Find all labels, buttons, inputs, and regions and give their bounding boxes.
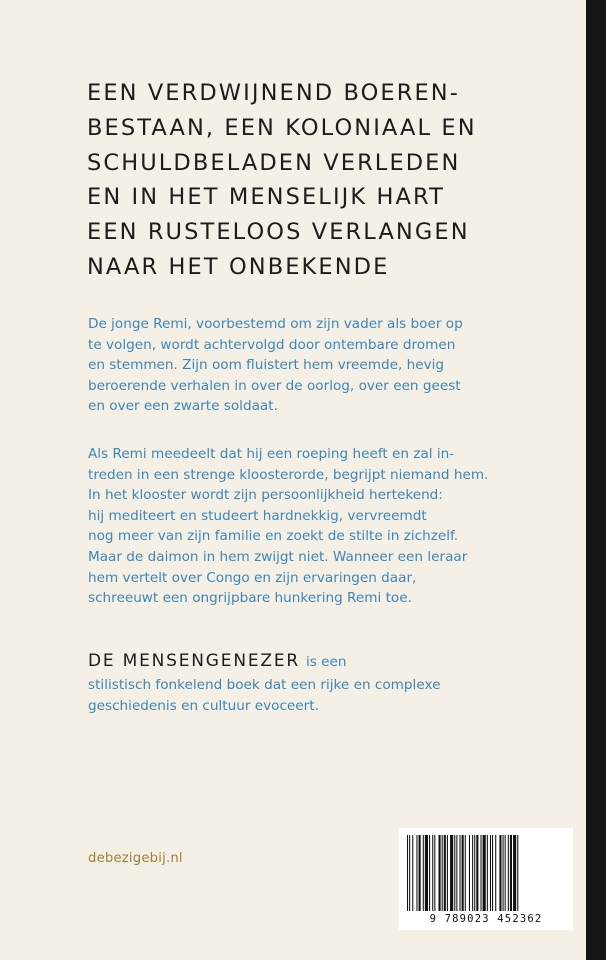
blurb-line: Maar de daimon in hem zwijgt niet. Wanneer een leraar [88, 548, 468, 565]
blurb-line: beroerende verhalen in over de oorlog, over een geest [88, 377, 461, 394]
closing-line: geschiedenis en cultuur evoceert. [88, 697, 319, 714]
closing-first-line [88, 648, 440, 675]
tagline-line: EEN VERDWIJNEND BOEREN- [87, 80, 460, 106]
blurb-line: Als Remi meedeelt dat hij een roeping heeft en zal in- [88, 446, 455, 462]
blurb-line: schreeuwt een ongrijpbare hunkering Remi toe. [88, 590, 412, 607]
blurb-line: nog meer van zijn familie en zoekt de stilte in zichzelf. [88, 528, 459, 545]
tagline-line: EN IN HET MENSELIJK HART [87, 184, 445, 211]
closing-line: stilistisch fonkelend boek dat een rijke en complexe [88, 677, 441, 693]
book-title: DE MENSENGENEZER [88, 651, 300, 671]
blurb-line: hij mediteert en studeert hardnekkig, vervreemdt [88, 507, 427, 524]
blurb-line: en stemmen. Zijn oom fluistert hem vreemde, hevig [88, 357, 445, 374]
closing-paragraph [88, 648, 440, 716]
blurb-line: hem vertelt over Congo en zijn ervaringen daar, [88, 569, 417, 586]
blurb-line: In het klooster wordt zijn persoonlijkheid hertekend: [88, 487, 443, 504]
tagline-line: SCHULDBELADEN VERLEDEN [87, 149, 461, 176]
blurb-line: te volgen, wordt achtervolgd door ontembare dromen [88, 336, 456, 353]
tagline-line: EEN RUSTELOOS VERLANGEN [87, 219, 470, 246]
tagline [87, 76, 557, 285]
isbn-number: 9 789023 452362 [429, 913, 543, 925]
blurb-line: treden in een strenge kloosterorde, begrijpt niemand hem. [88, 466, 489, 483]
closing-first-line-rest: is een [305, 654, 347, 670]
book-spine [586, 0, 606, 960]
blurb-paragraph-2 [88, 444, 488, 609]
barcode [399, 828, 573, 930]
blurb-line: De jonge Remi, voorbestemd om zijn vader als boer op [88, 316, 463, 332]
tagline-line: BESTAAN, EEN KOLONIAAL EN [87, 114, 477, 141]
blurb-line: en over een zwarte soldaat. [88, 398, 278, 415]
publisher-website: debezigebij.nl [88, 851, 183, 866]
barcode-bars [407, 835, 565, 911]
blurb-paragraph-1 [88, 314, 463, 417]
tagline-line: NAAR HET ONBEKENDE [87, 253, 390, 280]
